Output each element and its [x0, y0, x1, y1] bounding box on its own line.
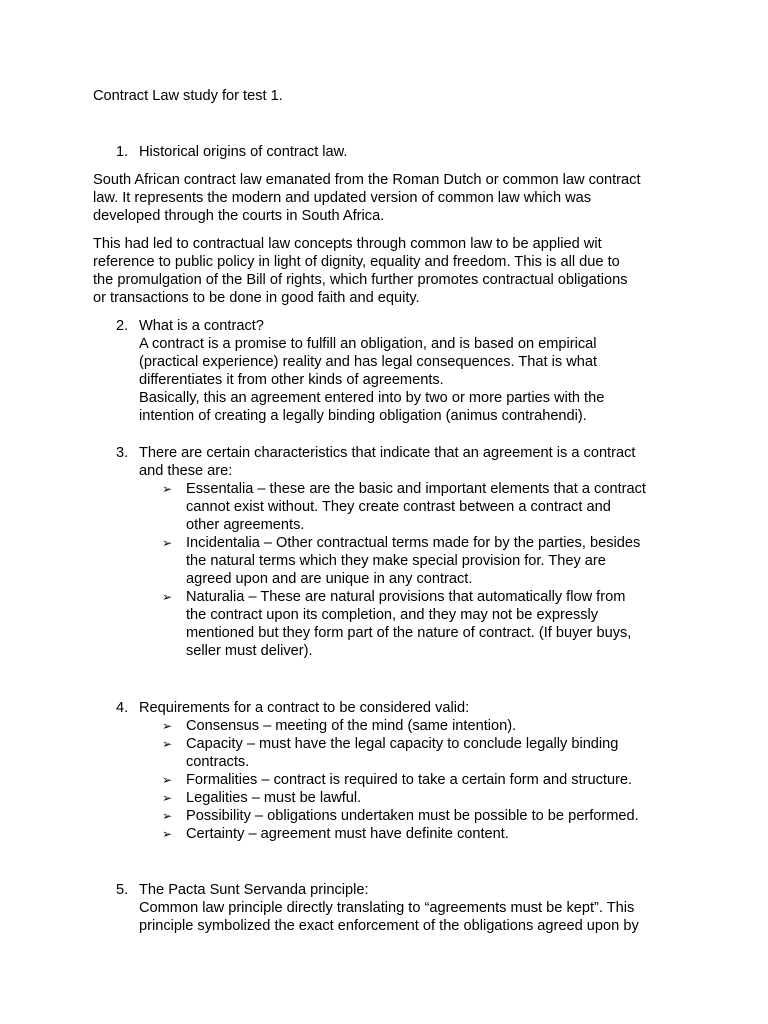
section-line: principle symbolized the exact enforcement of the obligations agreed upon by	[139, 918, 639, 934]
arrow-bullet-icon: ➢	[162, 536, 173, 550]
paragraph-line: South African contract law emanated from the Roman Dutch or common law contract	[93, 172, 641, 188]
paragraph-line: This had led to contractual law concepts through common law to be applied wit	[93, 236, 602, 252]
bullet-line: mentioned but they form part of the nature of contract. (If buyer buys,	[186, 625, 632, 641]
arrow-bullet-icon: ➢	[162, 827, 173, 841]
bullet-line: Legalities – must be lawful.	[186, 790, 362, 806]
section-line: and these are:	[139, 463, 233, 479]
arrow-bullet-icon: ➢	[162, 773, 173, 787]
bullet-line: agreed upon and are unique in any contract.	[186, 571, 473, 587]
section-4-heading: Requirements for a contract to be considered valid:	[139, 700, 470, 716]
bullet-line: Consensus – meeting of the mind (same intention).	[186, 718, 517, 734]
bullet-line: the natural terms which they make special provision for. They are	[186, 553, 606, 569]
section-3-heading: There are certain characteristics that indicate that an agreement is a contract	[139, 445, 636, 461]
bullet-line: Formalities – contract is required to take a certain form and structure.	[186, 772, 633, 788]
section-1-number: 1.	[116, 144, 129, 160]
section-line: Basically, this an agreement entered into by two or more parties with the	[139, 390, 605, 406]
section-1-heading: Historical origins of contract law.	[139, 144, 348, 160]
section-line: A contract is a promise to fulfill an obligation, and is based on empirical	[139, 336, 597, 352]
paragraph-line: developed through the courts in South Africa.	[93, 208, 385, 224]
section-3-number: 3.	[116, 445, 129, 461]
section-line: Common law principle directly translating to “agreements must be kept”. This	[139, 900, 635, 916]
arrow-bullet-icon: ➢	[162, 791, 173, 805]
arrow-bullet-icon: ➢	[162, 719, 173, 733]
arrow-bullet-icon: ➢	[162, 590, 173, 604]
section-2-number: 2.	[116, 318, 129, 334]
bullet-line: Possibility – obligations undertaken must be possible to be performed.	[186, 808, 639, 824]
section-2-heading: What is a contract?	[139, 318, 264, 334]
section-5-heading: The Pacta Sunt Servanda principle:	[139, 882, 369, 898]
section-line: (practical experience) reality and has legal consequences. That is what	[139, 354, 598, 370]
section-4-number: 4.	[116, 700, 129, 716]
bullet-line: the contract upon its completion, and they may not be expressly	[186, 607, 599, 623]
paragraph-line: or transactions to be done in good faith and equity.	[93, 290, 420, 306]
arrow-bullet-icon: ➢	[162, 737, 173, 751]
bullet-line: Essentalia – these are the basic and important elements that a contract	[186, 481, 646, 497]
document-title: Contract Law study for test 1.	[93, 88, 283, 104]
bullet-line: contracts.	[186, 754, 250, 770]
paragraph-line: the promulgation of the Bill of rights, which further promotes contractual obligations	[93, 272, 628, 288]
section-5-number: 5.	[116, 882, 129, 898]
paragraph-line: law. It represents the modern and updated version of common law which was	[93, 190, 592, 206]
bullet-line: other agreements.	[186, 517, 305, 533]
section-line: intention of creating a legally binding obligation (animus contrahendi).	[139, 408, 587, 424]
bullet-line: cannot exist without. They create contrast between a contract and	[186, 499, 611, 515]
arrow-bullet-icon: ➢	[162, 482, 173, 496]
bullet-line: Certainty – agreement must have definite content.	[186, 826, 509, 842]
bullet-line: Capacity – must have the legal capacity to conclude legally binding	[186, 736, 619, 752]
bullet-line: Naturalia – These are natural provisions that automatically flow from	[186, 589, 626, 605]
bullet-line: Incidentalia – Other contractual terms made for by the parties, besides	[186, 535, 641, 551]
arrow-bullet-icon: ➢	[162, 809, 173, 823]
bullet-line: seller must deliver).	[186, 643, 313, 659]
paragraph-line: reference to public policy in light of dignity, equality and freedom. This is all due to	[93, 254, 620, 270]
section-line: differentiates it from other kinds of agreements.	[139, 372, 444, 388]
